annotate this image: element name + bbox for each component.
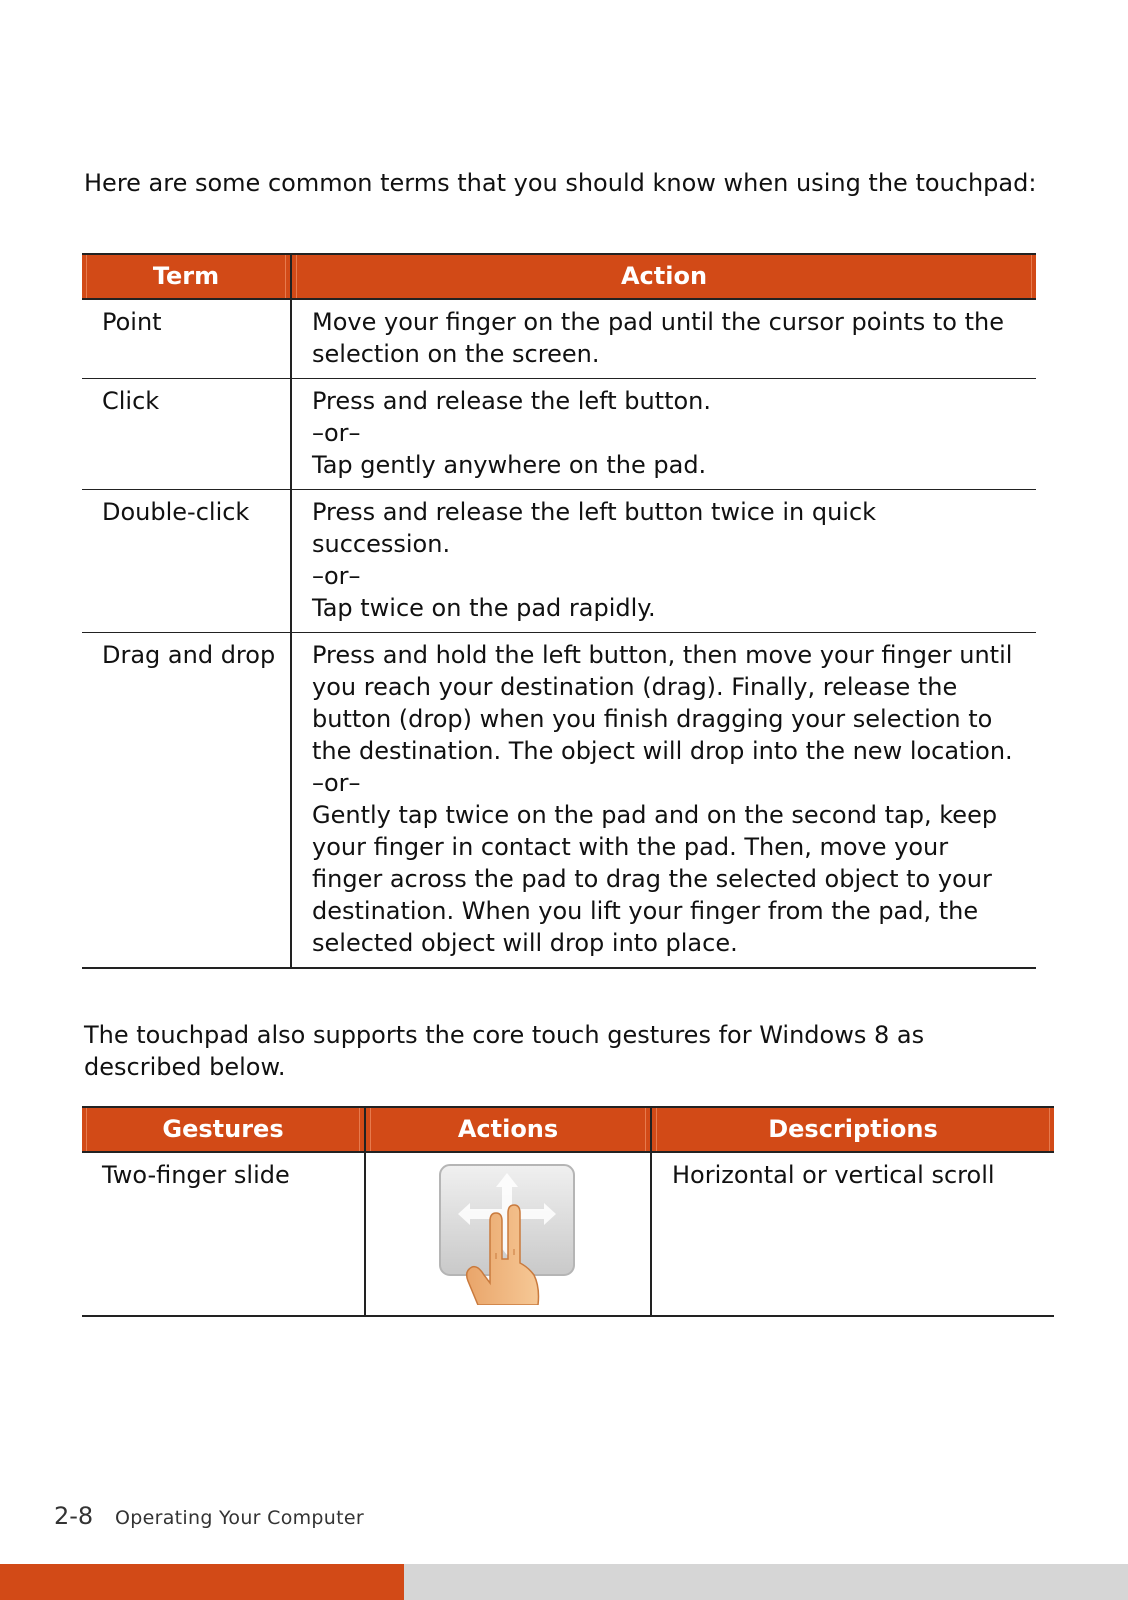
two-finger-slide-icon (438, 1163, 578, 1305)
gesture-description-cell: Horizontal or vertical scroll (651, 1152, 1054, 1316)
action-text: Gently tap twice on the pad and on the second tap, keep your finger in contact with the pad. Then, move your finger across the pad to drag the selected object to your destination. When you lift your finger from the pad, the selected object will drop into place. (312, 801, 998, 957)
footer-accent-bar (0, 1564, 404, 1600)
action-text: Move your finger on the pad until the cursor points to the selection on the screen. (312, 308, 1004, 368)
term-cell: Drag and drop (82, 633, 291, 969)
gesture-cell: Two-finger slide (82, 1152, 365, 1316)
column-header-term: Term (82, 254, 291, 299)
table-row (82, 379, 1036, 490)
term-cell: Double-click (82, 490, 291, 633)
table-row (82, 490, 1036, 633)
or-separator: –or– (312, 769, 361, 797)
footer-gray-bar (404, 1564, 1128, 1600)
or-separator: –or– (312, 419, 361, 447)
table-row (82, 299, 1036, 379)
action-text: Press and release the left button twice in quick succession. (312, 498, 877, 558)
table-header-row (82, 254, 1036, 299)
page-number: 2-8 (54, 1502, 94, 1530)
footer-section-title: Operating Your Computer (115, 1507, 364, 1529)
action-text: Press and hold the left button, then move your finger until you reach your destination (drag). Finally, release the button (drop) when you finish dragging your selection to the destination. The object will drop into the new location. (312, 641, 1013, 765)
action-cell (291, 490, 1036, 633)
gestures-table (82, 1106, 1054, 1317)
column-header-action: Action (291, 254, 1036, 299)
column-header-actions: Actions (365, 1107, 651, 1152)
action-cell (291, 299, 1036, 379)
term-cell: Point (82, 299, 291, 379)
action-text: Press and release the left button. (312, 387, 712, 415)
action-cell (291, 633, 1036, 969)
intro-paragraph: Here are some common terms that you should know when using the touchpad: (84, 169, 1037, 197)
gestures-intro-paragraph: The touchpad also supports the core touch gestures for Windows 8 as described below. (84, 1021, 925, 1081)
action-cell (291, 379, 1036, 490)
gesture-action-cell (365, 1152, 651, 1316)
column-header-gestures: Gestures (82, 1107, 365, 1152)
table-header-row (82, 1107, 1054, 1152)
table-row (82, 1152, 1054, 1316)
term-cell: Click (82, 379, 291, 490)
terms-table (82, 253, 1036, 969)
or-separator: –or– (312, 562, 361, 590)
action-text: Tap gently anywhere on the pad. (312, 451, 707, 479)
column-header-descriptions: Descriptions (651, 1107, 1054, 1152)
table-row (82, 633, 1036, 969)
action-text: Tap twice on the pad rapidly. (312, 594, 656, 622)
